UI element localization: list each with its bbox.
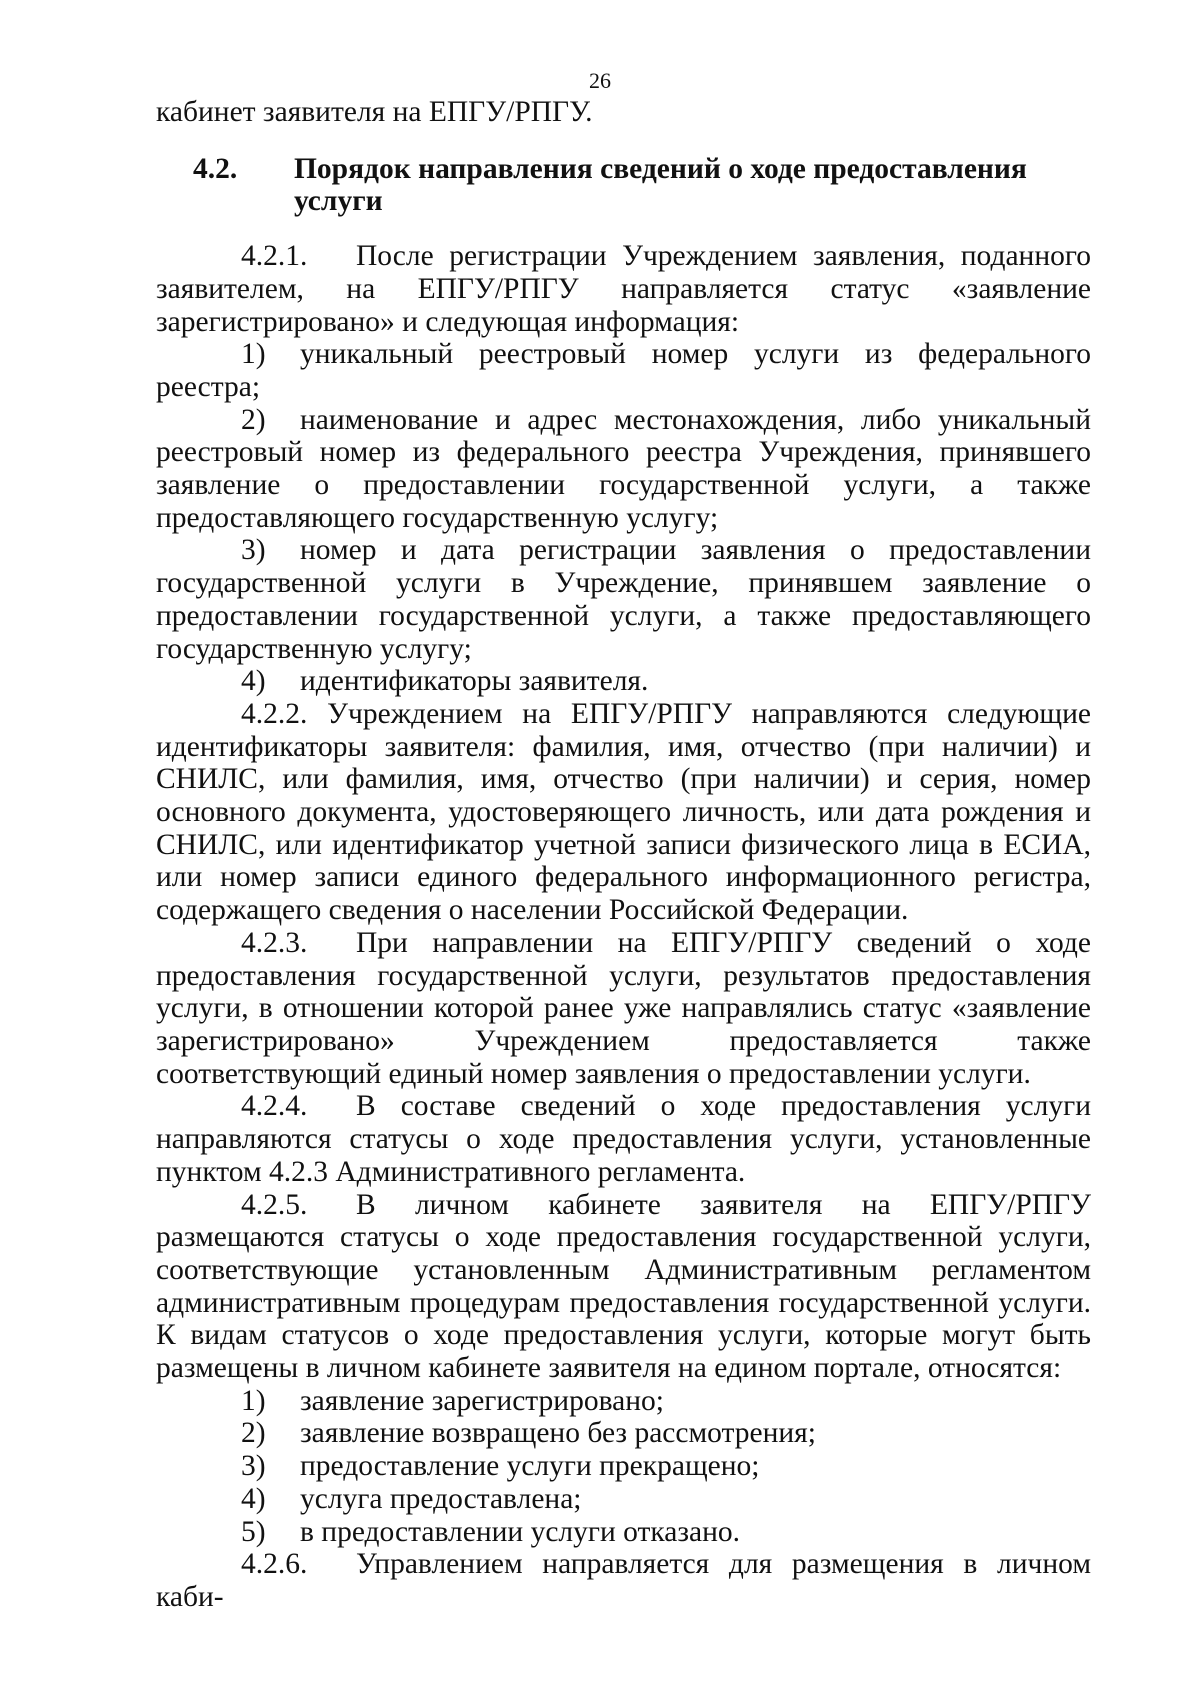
list-item-number: 3) [241, 1450, 266, 1483]
list-item [156, 404, 1091, 535]
list-item-number: 4) [241, 1482, 266, 1515]
list-item [156, 1483, 1091, 1516]
opening-line: кабинет заявителя на ЕПГУ/РПГУ. [156, 96, 593, 128]
paragraph-number: 4.2.3. [241, 926, 308, 959]
list-item-number: 2) [241, 1417, 266, 1450]
paragraph-text: Управлением направляется для размещения в личном каби- [156, 1548, 1091, 1613]
paragraph-4-2-3 [156, 927, 1091, 1091]
paragraph-text: При направлении на ЕПГУ/РПГУ сведений о ходе предоставления государственной услуги, результатов предоставления услуги, в отношении которой ранее уже направлялись статус «заявление зарегистрировано» Учреждением предоставляется также соответствующий единый номер заявления о предоставлении услуги. [156, 926, 1091, 1090]
paragraph-text: После регистрации Учреждением заявления, поданного заявителем, на ЕПГУ/РПГУ направляется статус «заявление зарегистрировано» и следующая информация: [156, 240, 1091, 338]
list-item-text: наименование и адрес местонахождения, либо уникальный реестровый номер из федерального реестра Учреждения, принявшего заявление о предоставлении государственной услуги, а также предоставляющего государственную услугу; [156, 403, 1091, 534]
list-item [156, 1385, 1091, 1418]
list-item-text: предоставление услуги прекращено; [300, 1450, 760, 1483]
paragraph-4-2-5 [156, 1189, 1091, 1385]
list-item-text: уникальный реестровый номер услуги из федерального реестра; [156, 338, 1091, 403]
list-item-text: заявление зарегистрировано; [300, 1384, 664, 1417]
section-heading-title: Порядок направления сведений о ходе предоставления услуги [293, 152, 1027, 218]
paragraph-number: 4.2.1. [241, 240, 308, 273]
section-heading-number: 4.2. [193, 152, 238, 185]
list-item-text: в предоставлении услуги отказано. [300, 1515, 741, 1548]
list-item-text: номер и дата регистрации заявления о предоставлении государственной услуги в Учреждение, принявшем заявление о предоставлении государственной услуги, а также предоставляющего государственную услугу; [156, 534, 1091, 665]
document-body [156, 96, 1091, 1614]
paragraph-text: В составе сведений о ходе предоставления услуги направляются статусы о ходе предоставления услуги, установленные пунктом 4.2.3 Административного регламента. [156, 1090, 1091, 1188]
list-item [156, 534, 1091, 665]
paragraph-4-2-6 [156, 1548, 1091, 1613]
page-number: 26 [589, 68, 611, 93]
paragraph-4-2-4 [156, 1090, 1091, 1188]
list-item-number: 5) [241, 1515, 266, 1548]
list-item-number: 1) [241, 1384, 266, 1417]
paragraph-4-2-2: 4.2.2. Учреждением на ЕПГУ/РПГУ направляются следующие идентификаторы заявителя: фамилия, имя, отчество (при наличии) и СНИЛС, или фамилия, имя, отчество (при наличии) и серия, номер основного документа, удостоверяющего личность, или дата рождения и СНИЛС, или идентификатор учетной записи физического лица в ЕСИА, или номер записи единого федерального информационного регистра, содержащего сведения о населении Российской Федерации. [156, 697, 1091, 927]
section-heading [156, 153, 1091, 218]
list-item-text: заявление возвращено без рассмотрения; [300, 1417, 816, 1450]
list-item [156, 1516, 1091, 1549]
list-item-text: услуга предоставлена; [300, 1482, 582, 1515]
paragraph-text: В личном кабинете заявителя на ЕПГУ/РПГУ размещаются статусы о ходе предоставления государственной услуги, соответствующие установленным Административным регламентом административным процедурам предоставления государственной услуги. К видам статусов о ходе предоставления услуги, которые могут быть размещены в личном кабинете заявителя на едином портале, относятся: [156, 1188, 1091, 1385]
paragraph-number: 4.2.6. [241, 1548, 308, 1581]
paragraph-number: 4.2.4. [241, 1090, 308, 1123]
paragraph-number: 4.2.5. [241, 1188, 308, 1221]
list-item-number: 2) [241, 403, 266, 436]
list-item-number: 4) [241, 665, 266, 698]
paragraph-4-2-1 [156, 240, 1091, 338]
list-item [156, 1417, 1091, 1450]
list-item-number: 1) [241, 338, 266, 371]
list-item [156, 338, 1091, 403]
list-item [156, 1450, 1091, 1483]
list-item-text: идентификаторы заявителя. [300, 665, 649, 698]
list-item [156, 665, 1091, 698]
list-item-number: 3) [241, 534, 266, 567]
